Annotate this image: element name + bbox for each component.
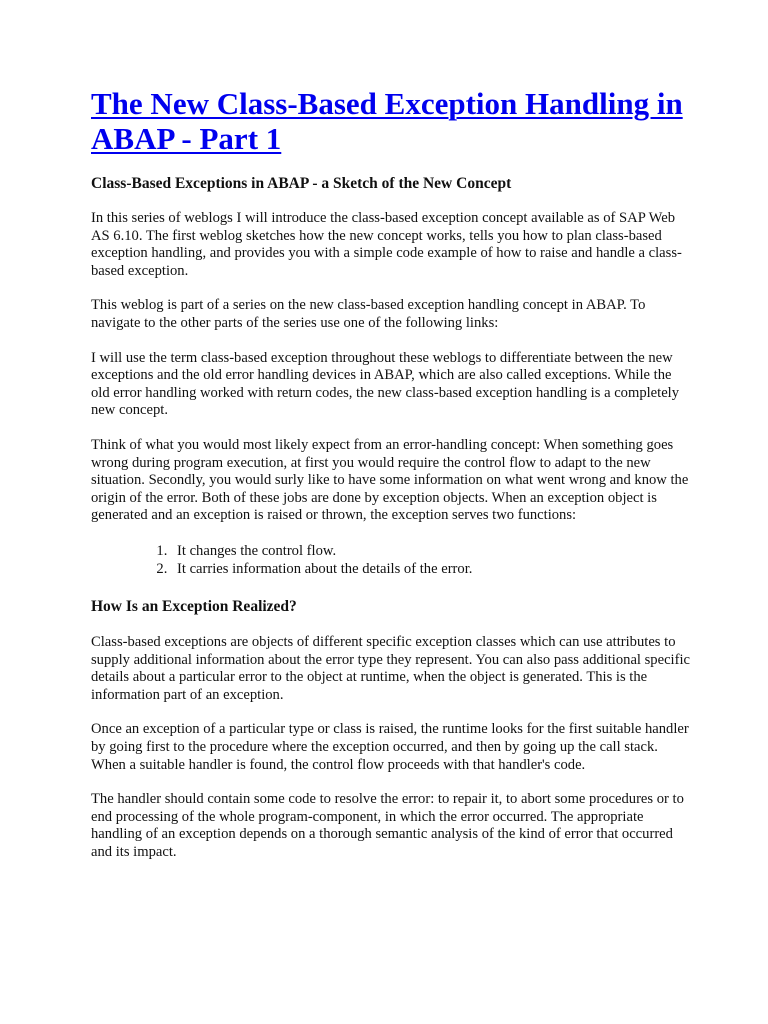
section-heading: How Is an Exception Realized? <box>91 598 297 616</box>
list-item: 1. It changes the control flow. <box>171 543 691 561</box>
concept-paragraph: Think of what you would most likely expect from an error-handling concept: When something goes wrong during program execution, at first you would require the control flow to adapt to the new situation. Secondly, you would surly like to have some information on what went wrong and know the origin of the error. Both of these jobs are done by exception objects. When an exception object is generated and an exception is raised or thrown, the exception serves two functions: <box>91 436 689 524</box>
list-item: 2. It carries information about the details of the error. <box>171 561 691 579</box>
handler-code-paragraph: The handler should contain some code to resolve the error: to repair it, to abort some procedures or to end processing of the whole program-component, in which the error occurred. The appropriate handling of an exception depends on a thorough semantic analysis of the kind of error that occurred and its impact. <box>91 791 684 861</box>
terminology-paragraph: I will use the term class-based exception throughout these weblogs to differentiate between the new exceptions and the old error handling devices in ABAP, which are also called exceptions. While the old error handling worked with return codes, the new class-based exception handling is a completely new concept. <box>91 349 680 419</box>
realization-paragraph: Class-based exceptions are objects of different specific exception classes which can use attributes to supply additional information about the error type they represent. You can also pass additional specific details about a particular error to the object at runtime, when the object is generated. This is the information part of an exception. <box>91 634 691 703</box>
document-page <box>91 86 691 862</box>
intro-paragraph: In this series of weblogs I will introduce the class-based exception concept available as of SAP Web AS 6.10. The first weblog sketches how the new concept works, tells you how to plan class-based exception handling, and provides you with a simple code example of how to raise and handle a class-based exception. <box>91 210 682 279</box>
subtitle-heading: Class-Based Exceptions in ABAP - a Sketch of the New Concept <box>91 175 512 192</box>
handler-search-paragraph: Once an exception of a particular type or class is raised, the runtime looks for the first suitable handler by going first to the procedure where the exception occurred, and then by going up the call stack. When a suitable handler is found, the control flow proceeds with that handler's code. <box>91 721 689 773</box>
series-paragraph: This weblog is part of a series on the new class-based exception handling concept in ABAP. To navigate to the other parts of the series use one of the following links: <box>91 297 646 331</box>
page-title-link[interactable]: The New Class-Based Exception Handling in ABAP - Part 1 <box>91 86 683 156</box>
functions-list <box>91 543 691 578</box>
